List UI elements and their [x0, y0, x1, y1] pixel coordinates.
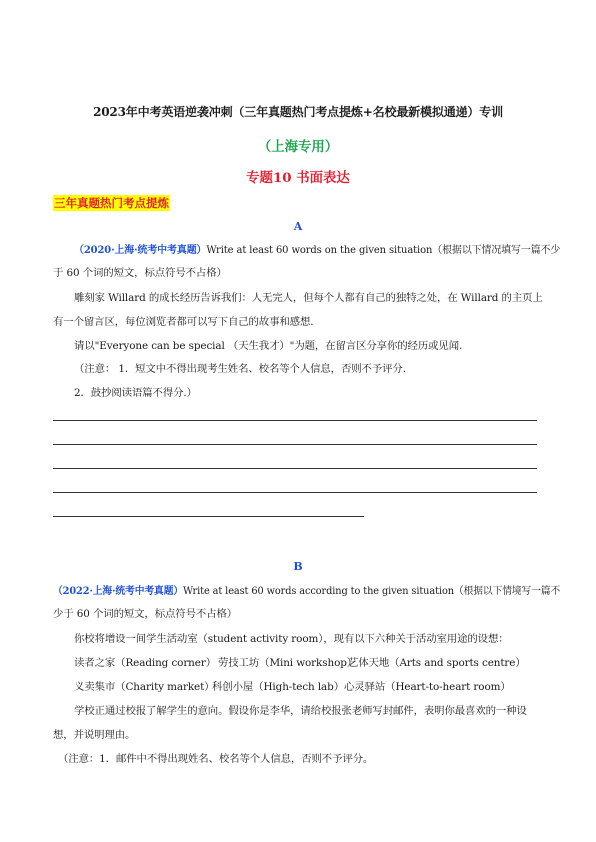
section-label: 三年真题热门考点提炼	[54, 196, 169, 210]
option-arts-sports-centre: 艺体天地（Arts and sports centre）	[348, 657, 526, 669]
document-subtitle: （上海专用）	[257, 139, 339, 155]
answer-line-1	[53, 420, 537, 421]
part-a-prompt-line-2: 于 60 个词的短文，标点符号不占格）	[53, 267, 227, 279]
part-a-paragraph-2: 有一个留言区，每位浏览者都可以写下自己的故事和感想.	[53, 316, 314, 328]
topic-heading: 专题10 书面表达	[246, 170, 350, 186]
part-b-letter: B	[293, 560, 303, 573]
part-b-note-1: （注意：1．邮件中不得出现姓名、校名等个人信息，否则不予评分。	[58, 753, 374, 765]
option-mini-workshop: 劳技工坊（Mini workshop）	[218, 657, 358, 669]
part-b-prompt-line-1	[53, 584, 560, 598]
part-b-paragraph-3: 想，并说明理由。	[53, 729, 136, 741]
answer-line-2	[53, 444, 537, 445]
option-charity-market: 义卖集市（Charity market）	[74, 681, 215, 693]
part-a-prompt-1: Write at least 60 words on the given situation（根据以下情况填写一篇不少	[206, 244, 561, 256]
part-a-paragraph-3: 请以"Everyone can be special （天生我才）"为题，在留言区分享你的经历或见闻.	[74, 340, 463, 352]
answer-line-5	[53, 516, 364, 517]
option-heart-to-heart-room: 心灵驿站（Heart-to-heart room）	[344, 681, 511, 693]
part-a-paragraph-1: 雕刻家 Willard 的成长经历告诉我们：人无完人，但每个人都有自己的独特之处，在 Willard 的主页上	[74, 292, 543, 304]
document-title: 2023年中考英语逆袭冲刺（三年真题热门考点提炼+名校最新模拟通递）专训	[93, 105, 503, 119]
part-a-note-2: 2．鼓抄阅读语篇不得分.）	[74, 387, 197, 399]
part-a-note-1: （注意： 1．短文中不得出现考生姓名、校名等个人信息，否则不予评分.	[74, 363, 406, 375]
answer-line-4	[53, 492, 537, 493]
part-a-letter: A	[293, 220, 303, 233]
part-b-paragraph-1: 你校将增设一间学生活动室（student activity room），现有以下六种关于活动室用途的设想：	[74, 633, 509, 645]
option-reading-corner: 读者之家（Reading corner）	[74, 657, 216, 669]
answer-line-3	[53, 468, 537, 469]
part-b-prompt-line-2: 少于 60 个词的短文，标点符号不占格）	[53, 608, 238, 620]
part-b-source: （2022·上海·统考中考真题）	[53, 585, 184, 597]
part-a-source: （2020·上海·统考中考真题）	[74, 244, 207, 256]
option-high-tech-lab: 科创小屋（High-tech lab）	[212, 681, 344, 693]
part-b-paragraph-2: 学校正通过校报了解学生的意向。假设你是李华，请给校报张老师写封邮件，表明你最喜欢的一种设	[74, 705, 527, 717]
part-b-prompt-1: Write at least 60 words according to the given situation（根据以下情境写一篇不	[183, 585, 561, 597]
part-a-prompt-line-1	[74, 243, 560, 257]
